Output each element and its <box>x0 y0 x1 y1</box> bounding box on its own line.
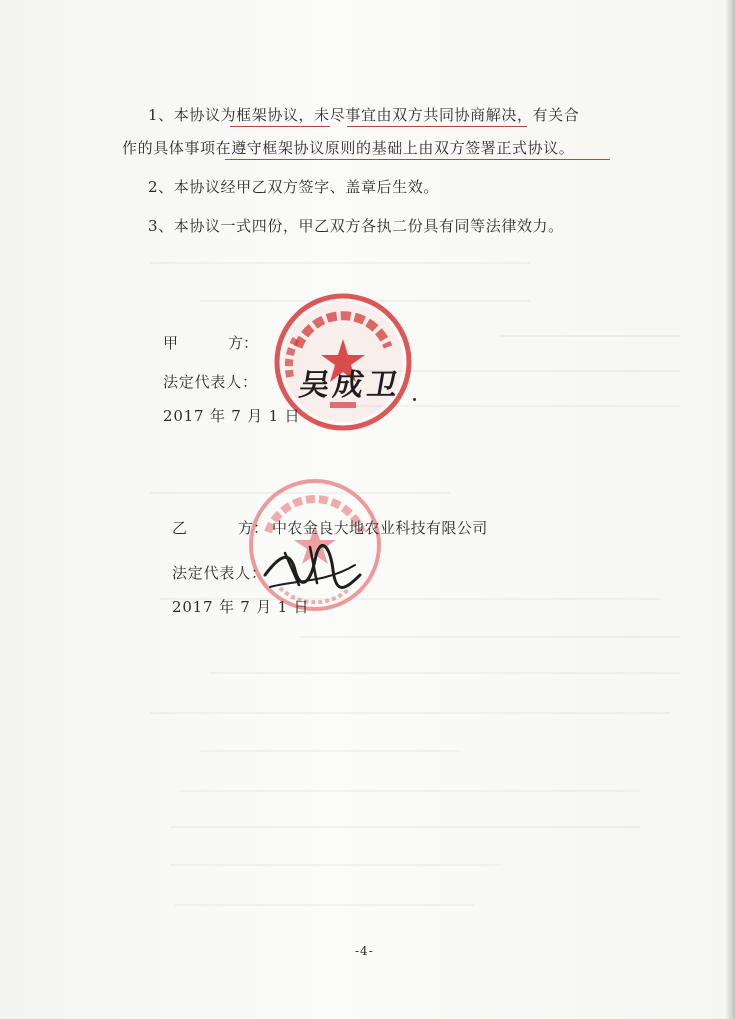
party-a-label-jia: 甲 <box>163 334 179 352</box>
clause-2: 2、本协议经甲乙双方签字、盖章后生效。 <box>148 178 439 196</box>
page-number: -4- <box>355 944 374 958</box>
show-through-line <box>170 826 640 828</box>
party-b-date: 2017 年 7 月 1 日 <box>172 598 310 616</box>
scan-edge-shadow <box>725 0 735 1019</box>
clause-1-line-2: 作的具体事项在遵守框架协议原则的基础上由双方签署正式协议。 <box>122 139 575 157</box>
show-through-line <box>180 790 640 792</box>
party-a-date: 2017 年 7 月 1 日 <box>163 407 301 425</box>
party-b-label-yi: 乙 <box>172 519 188 537</box>
show-through-line <box>300 636 680 638</box>
party-a-rep-label: 法定代表人： <box>163 373 258 391</box>
show-through-line <box>150 262 530 264</box>
party-b-handwritten-signature <box>255 535 365 595</box>
party-a-handwritten-signature: 吴成卫 <box>296 368 405 403</box>
party-b-rep-label: 法定代表人： <box>172 564 267 582</box>
show-through-line <box>150 712 670 714</box>
party-b-company-name: 中农金良大地农业科技有限公司 <box>272 519 488 537</box>
clause-1-line-1: 1、本协议为框架协议，未尽事宜由双方共同协商解决，有关合 <box>148 106 580 124</box>
show-through-line <box>500 335 680 337</box>
red-underline-3 <box>225 159 610 160</box>
show-through-line <box>210 672 680 674</box>
show-through-line <box>175 904 475 906</box>
clause-3: 3、本协议一式四份，甲乙双方各执二份具有同等法律效力。 <box>148 217 564 235</box>
red-underline-1 <box>230 126 330 127</box>
party-a-label-fang: 方： <box>228 334 259 352</box>
party-b-label-fang: 方： <box>238 519 269 537</box>
show-through-line <box>170 864 500 866</box>
ink-dot <box>413 398 416 401</box>
red-underline-2 <box>347 126 527 127</box>
show-through-line <box>200 750 460 752</box>
